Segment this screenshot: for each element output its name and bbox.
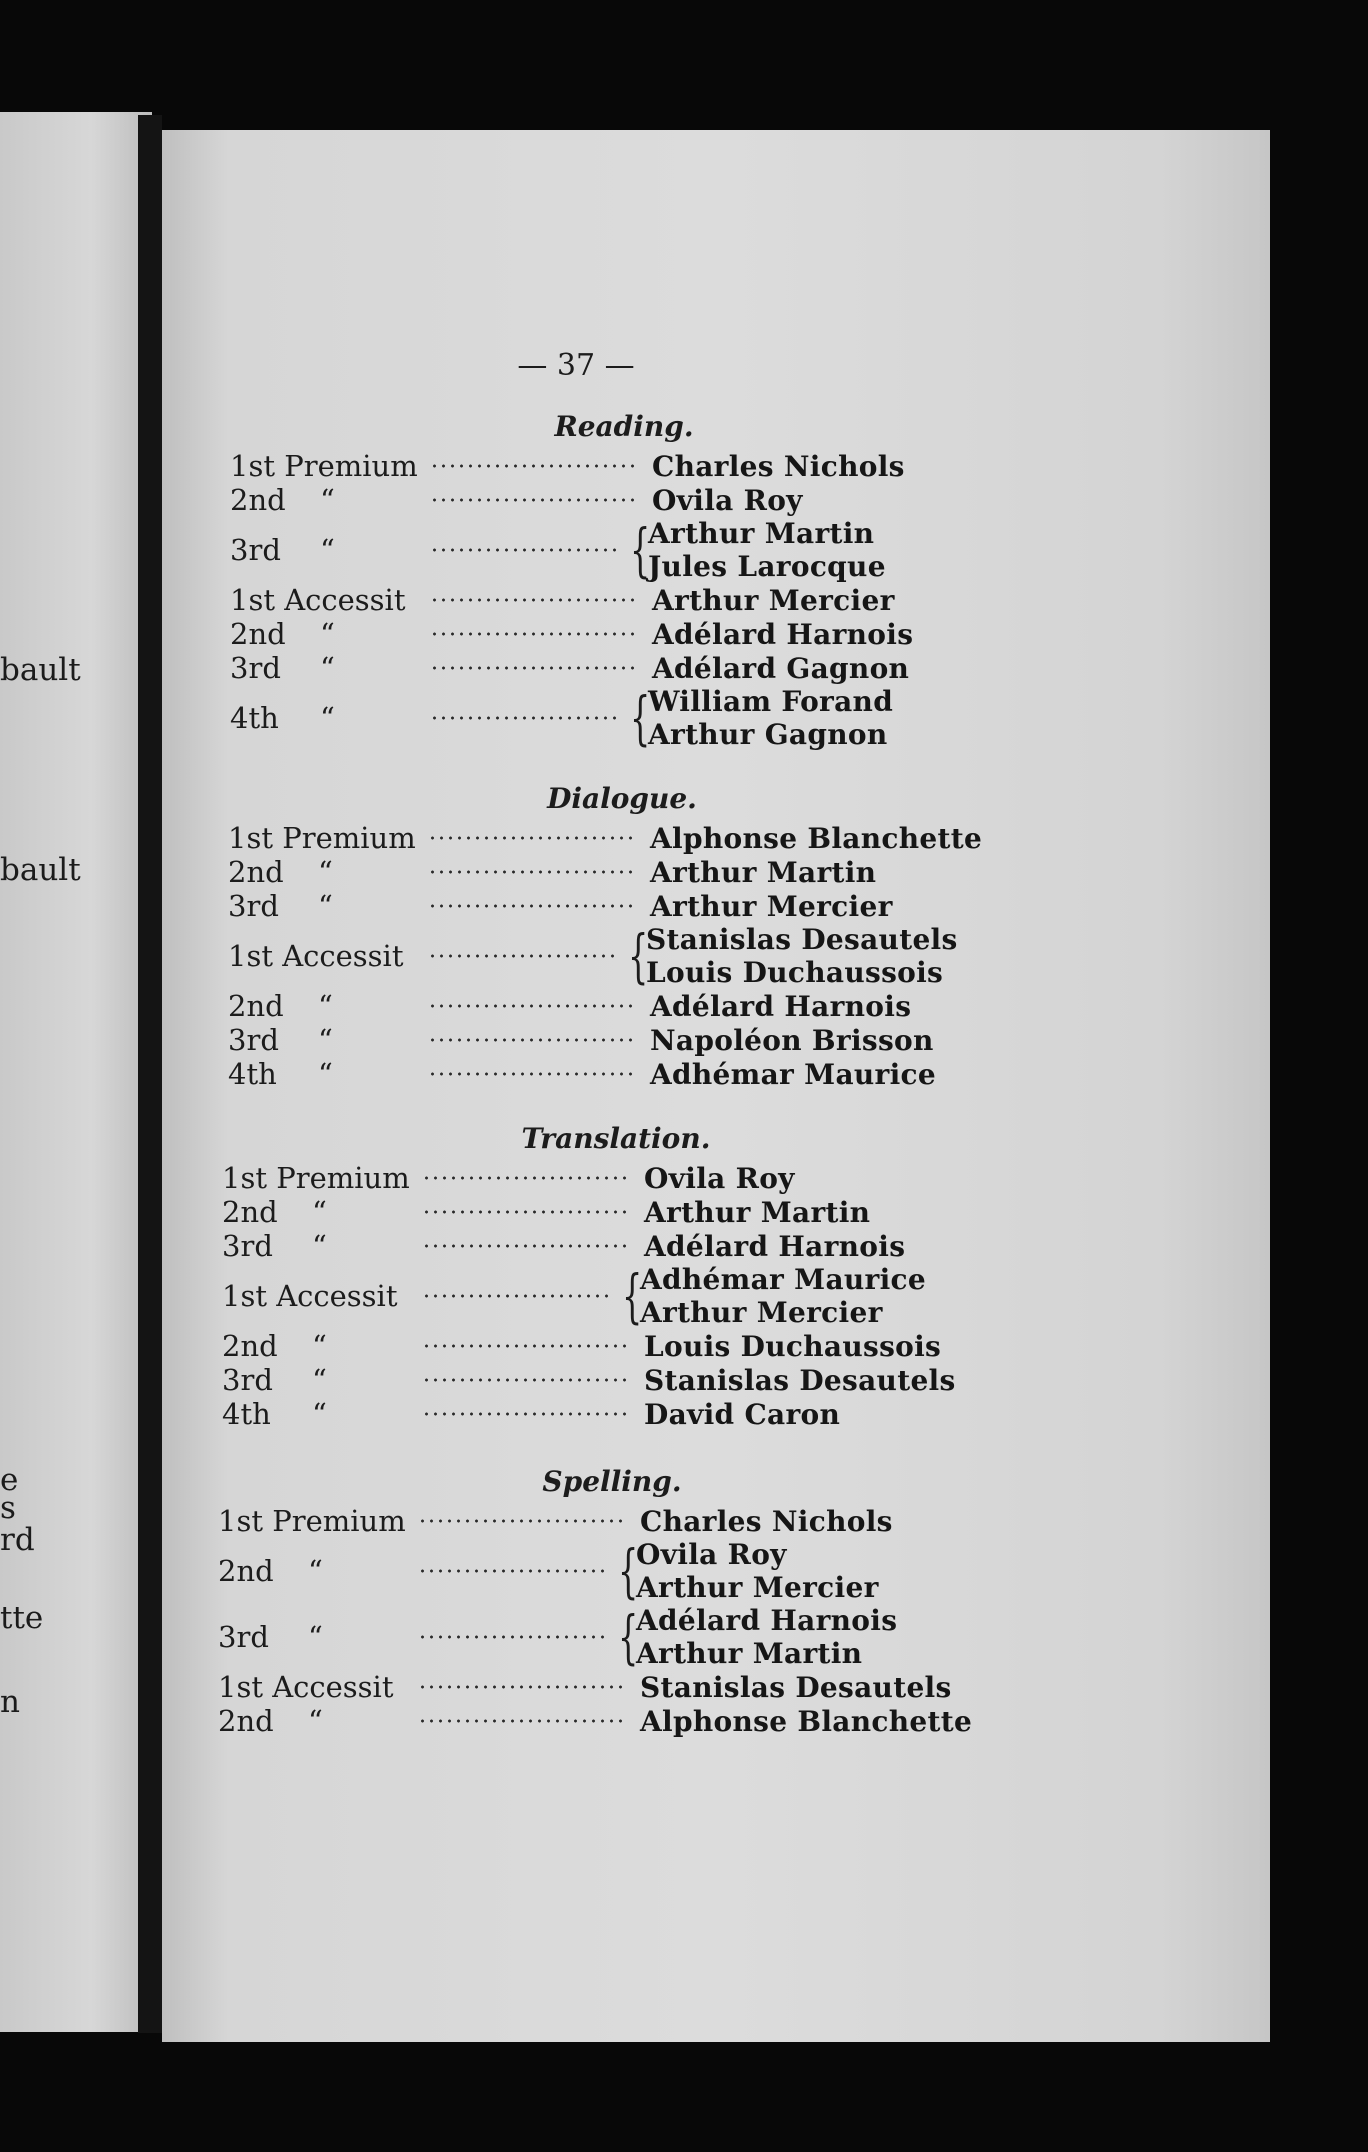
recipient-name: Arthur Martin (650, 855, 877, 889)
ditto-mark: “ (318, 989, 333, 1023)
award-rank-label: 2nd (218, 1554, 274, 1588)
award-rank (230, 701, 430, 735)
award-rank-label: 3rd (222, 1363, 273, 1397)
dot-leader (428, 868, 638, 876)
recipient-name: Adhémar Maurice (650, 1057, 936, 1091)
award-row (230, 583, 1338, 617)
brace-glyph: { (630, 684, 651, 752)
section-title (230, 405, 1338, 449)
recipient-name: Napoléon Brisson (650, 1023, 934, 1057)
award-row (228, 1023, 1336, 1057)
award-rank-label: 3rd (230, 533, 281, 567)
recipient-name: Adélard Harnois (644, 1229, 906, 1263)
award-rank-label: 3rd (228, 1023, 279, 1057)
award-recipients (652, 618, 913, 651)
award-rank (228, 821, 428, 855)
ditto-mark: “ (308, 1704, 323, 1738)
award-rank-label: 1st Accessit (222, 1279, 398, 1313)
award-recipients (636, 1538, 879, 1604)
award-rank-label: 4th (230, 701, 279, 735)
ditto-mark: “ (312, 1397, 327, 1431)
dot-leader (422, 1292, 612, 1300)
dot-leader (422, 1208, 632, 1216)
award-recipients (640, 1505, 893, 1538)
award-recipients (648, 685, 893, 751)
award-rank-label: 2nd (222, 1195, 278, 1229)
dot-leader (428, 1002, 638, 1010)
award-recipients (644, 1196, 870, 1229)
left-page-edge (0, 112, 152, 2032)
award-rank (230, 583, 430, 617)
award-rank (218, 1704, 418, 1738)
award-rank-label: 4th (222, 1397, 271, 1431)
recipient-name: Adélard Harnois (650, 989, 912, 1023)
award-recipients (636, 1604, 897, 1670)
award-recipients (640, 1705, 972, 1738)
brace-glyph: { (628, 922, 649, 990)
dot-leader (418, 1517, 628, 1525)
award-recipients (644, 1330, 941, 1363)
left-fragment: bault (0, 652, 81, 688)
dot-leader (430, 630, 640, 638)
recipient-name: Arthur Gagnon (648, 718, 888, 751)
award-recipients (644, 1230, 905, 1263)
dot-leader (428, 1036, 638, 1044)
award-recipients (644, 1364, 956, 1397)
award-row (222, 1229, 1330, 1263)
ditto-mark: “ (312, 1229, 327, 1263)
ditto-mark: “ (320, 483, 335, 517)
ditto-mark: “ (320, 701, 335, 735)
award-row (228, 989, 1336, 1023)
award-row (230, 617, 1338, 651)
award-rank-label: 3rd (228, 889, 279, 923)
award-row (230, 483, 1338, 517)
award-recipients (650, 822, 982, 855)
recipient-name: Arthur Mercier (652, 583, 895, 617)
dot-leader (428, 952, 618, 960)
recipient-name: David Caron (644, 1397, 841, 1431)
award-rank-label: 3rd (230, 651, 281, 685)
award-row (228, 1057, 1336, 1091)
award-rank (230, 483, 430, 517)
award-rank-label: 2nd (228, 989, 284, 1023)
award-recipients (640, 1263, 926, 1329)
award-row (228, 889, 1336, 923)
award-row (222, 1363, 1330, 1397)
section-title-text: Reading. (554, 410, 694, 443)
award-recipients (648, 517, 886, 583)
recipient-name: William Forand (648, 685, 894, 718)
award-row (222, 1263, 1330, 1329)
award-row (228, 821, 1336, 855)
dot-leader (422, 1242, 632, 1250)
award-rank (218, 1554, 418, 1588)
award-row (218, 1704, 1326, 1738)
ditto-mark: “ (318, 855, 333, 889)
ditto-mark: “ (318, 1057, 333, 1091)
award-rank (218, 1670, 418, 1704)
recipient-name: Arthur Martin (644, 1195, 871, 1229)
section-title (222, 1117, 1330, 1161)
award-rank (218, 1504, 418, 1538)
award-rank-label: 1st Accessit (228, 939, 404, 973)
left-fragment: s (0, 1490, 16, 1526)
award-rank-label: 2nd (228, 855, 284, 889)
award-row (228, 923, 1336, 989)
award-recipients (644, 1398, 840, 1431)
section-spelling (162, 1460, 1326, 1738)
recipient-name: Arthur Martin (636, 1637, 863, 1670)
award-rank (228, 889, 428, 923)
award-rank (222, 1229, 422, 1263)
award-recipients (650, 890, 893, 923)
recipient-name: Charles Nichols (640, 1504, 893, 1538)
left-fragment: bault (0, 852, 81, 888)
award-rank (228, 939, 428, 973)
award-row (230, 449, 1338, 483)
award-rank (230, 449, 430, 483)
brace-glyph: { (618, 1603, 639, 1671)
recipient-name: Stanislas Desautels (640, 1670, 952, 1704)
award-recipients (640, 1671, 952, 1704)
award-recipients (652, 450, 905, 483)
dot-leader (428, 1070, 638, 1078)
award-rank-label: 1st Premium (230, 449, 418, 483)
recipient-name: Adélard Gagnon (652, 651, 910, 685)
award-rank-label: 2nd (230, 617, 286, 651)
award-recipients (644, 1162, 795, 1195)
award-recipients (650, 856, 876, 889)
award-rank-label: 3rd (218, 1620, 269, 1654)
dot-leader (418, 1633, 608, 1641)
left-fragment: tte (0, 1600, 44, 1636)
dot-leader (418, 1683, 628, 1691)
dot-leader (430, 664, 640, 672)
award-row (218, 1670, 1326, 1704)
award-row (218, 1604, 1326, 1670)
award-rank-label: 1st Premium (218, 1504, 406, 1538)
award-rank (222, 1195, 422, 1229)
award-rank (222, 1329, 422, 1363)
award-row (222, 1397, 1330, 1431)
recipient-name: Louis Duchaussois (646, 956, 944, 989)
award-rank (230, 651, 430, 685)
recipient-name: Adhémar Maurice (640, 1263, 926, 1296)
dot-leader (418, 1717, 628, 1725)
award-rank-label: 3rd (222, 1229, 273, 1263)
ditto-mark: “ (318, 889, 333, 923)
left-fragment: rd (0, 1522, 35, 1558)
award-row (230, 651, 1338, 685)
dot-leader (428, 902, 638, 910)
brace-glyph: { (618, 1537, 639, 1605)
award-rank-label: 1st Accessit (218, 1670, 394, 1704)
award-rank (228, 1057, 428, 1091)
recipient-name: Adélard Harnois (652, 617, 914, 651)
award-recipients (646, 923, 958, 989)
award-rank-label: 2nd (218, 1704, 274, 1738)
section-dialogue (162, 777, 1336, 1091)
section-title (228, 777, 1336, 821)
dot-leader (422, 1342, 632, 1350)
recipient-name: Ovila Roy (652, 483, 803, 517)
award-rank (228, 855, 428, 889)
award-row (230, 517, 1338, 583)
recipient-name: Stanislas Desautels (644, 1363, 956, 1397)
award-rank (222, 1363, 422, 1397)
recipient-name: Ovila Roy (636, 1538, 787, 1571)
award-rank (222, 1397, 422, 1431)
award-rank-label: 2nd (230, 483, 286, 517)
section-reading (162, 405, 1338, 751)
left-fragment: n (0, 1684, 20, 1720)
award-rank (230, 533, 430, 567)
award-row (218, 1504, 1326, 1538)
recipient-name: Adélard Harnois (636, 1604, 898, 1637)
ditto-mark: “ (320, 617, 335, 651)
recipient-name: Stanislas Desautels (646, 923, 958, 956)
award-rank (222, 1279, 422, 1313)
recipient-name: Arthur Mercier (640, 1296, 883, 1329)
ditto-mark: “ (320, 651, 335, 685)
award-rank (228, 989, 428, 1023)
dot-leader (430, 496, 640, 504)
award-recipients (652, 652, 909, 685)
ditto-mark: “ (312, 1363, 327, 1397)
recipient-name: Charles Nichols (652, 449, 905, 483)
recipient-name: Arthur Mercier (636, 1571, 879, 1604)
award-recipients (650, 1024, 934, 1057)
dot-leader (430, 462, 640, 470)
brace-glyph: { (630, 516, 651, 584)
ditto-mark: “ (308, 1554, 323, 1588)
award-rank-label: 1st Accessit (230, 583, 406, 617)
page-number: — 37 — (517, 348, 635, 383)
section-title-text: Dialogue. (547, 782, 697, 815)
award-recipients (650, 1058, 936, 1091)
dot-leader (430, 596, 640, 604)
award-rank (228, 1023, 428, 1057)
award-row (218, 1538, 1326, 1604)
dot-leader (430, 714, 620, 722)
award-row (222, 1329, 1330, 1363)
recipient-name: Alphonse Blanchette (650, 821, 983, 855)
section-title-text: Translation. (521, 1122, 711, 1155)
book-spine-shadow (138, 115, 162, 2033)
award-row (222, 1195, 1330, 1229)
award-rank (222, 1161, 422, 1195)
recipient-name: Arthur Martin (648, 517, 875, 550)
ditto-mark: “ (312, 1195, 327, 1229)
award-rank-label: 1st Premium (222, 1161, 410, 1195)
dot-leader (430, 546, 620, 554)
ditto-mark: “ (312, 1329, 327, 1363)
section-title (218, 1460, 1326, 1504)
recipient-name: Jules Larocque (648, 550, 886, 583)
award-row (222, 1161, 1330, 1195)
award-row (230, 685, 1338, 751)
award-rank-label: 1st Premium (228, 821, 416, 855)
dot-leader (422, 1376, 632, 1384)
recipient-name: Alphonse Blanchette (640, 1704, 973, 1738)
recipient-name: Arthur Mercier (650, 889, 893, 923)
award-rank (218, 1620, 418, 1654)
dot-leader (418, 1567, 608, 1575)
award-recipients (650, 990, 911, 1023)
recipient-name: Louis Duchaussois (644, 1329, 942, 1363)
dot-leader (422, 1410, 632, 1418)
award-rank-label: 2nd (222, 1329, 278, 1363)
award-rank (230, 617, 430, 651)
award-recipients (652, 484, 803, 517)
dot-leader (428, 834, 638, 842)
book-page (162, 130, 1270, 2042)
award-rank-label: 4th (228, 1057, 277, 1091)
ditto-mark: “ (318, 1023, 333, 1057)
section-translation (162, 1117, 1330, 1431)
section-title-text: Spelling. (542, 1465, 682, 1498)
recipient-name: Ovila Roy (644, 1161, 795, 1195)
left-fragment: e (0, 1462, 19, 1498)
dot-leader (422, 1174, 632, 1182)
ditto-mark: “ (320, 533, 335, 567)
ditto-mark: “ (308, 1620, 323, 1654)
brace-glyph: { (622, 1262, 643, 1330)
award-row (228, 855, 1336, 889)
award-recipients (652, 584, 895, 617)
